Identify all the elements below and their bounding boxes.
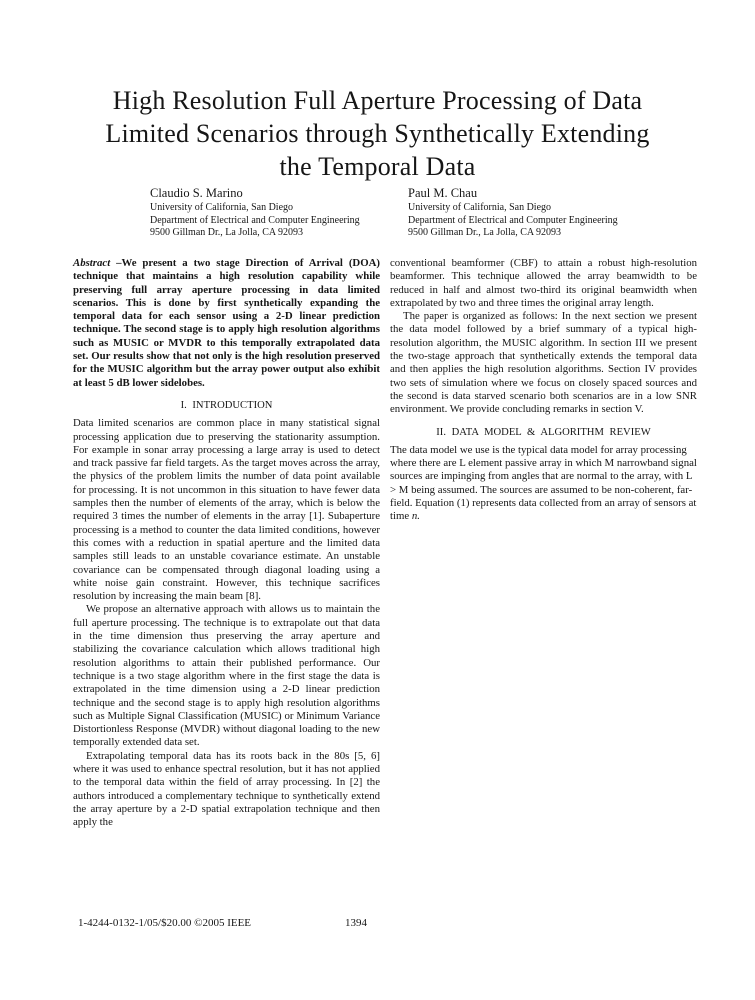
data-model-text: The data model we use is the typical data model for array processing where there are L element passive array in which M narrowband signal sources are impinging from angles that are normal to the array, with L > M being assumed. The sources are assumed to be non-coherent, far-field. Equation (1) represents data collected from an array of sensors at time: [390, 443, 697, 523]
footer-copyright: 1-4244-0132-1/05/$20.00 ©2005 IEEE: [78, 917, 252, 929]
organization-paragraph: The paper is organized as follows: In the next section we present the data model followed by a brief summary of a typical high-resolution algorithm, the MUSIC algorithm. In section III we present the two-stage approach that synthetically extends the temporal data and then applies the high resolution algorithms. Section IV provides two sets of simulation where we focus on closely spaced sources and the second is data starved scenario both scenarios are in a low SNR environment. We provide concluding remarks in section V.: [390, 310, 697, 416]
continuation-paragraph: conventional beamformer (CBF) to attain a robust high-resolution beamformer. This technique allowed the array beamwidth to be reduced in half and almost two-third its original beamwidth when extrapolated by two and three times the original array length.: [390, 257, 697, 309]
author-affiliation-line: 9500 Gillman Dr., La Jolla, CA 92093: [150, 227, 304, 239]
author-affiliation-line: University of California, San Diego: [150, 202, 294, 213]
title-line-3: the Temporal Data: [279, 152, 476, 181]
title-line-2: Limited Scenarios through Synthetically Extending: [105, 119, 650, 148]
intro-paragraph-1: Data limited scenarios are common place in many statistical signal processing application due to preserving the stationarity assumption. For example in sonar array processing a large array is used to detect and track passive far field targets. As the target moves across the array, the physics of the problem limits the number of data point available for processing. It is not uncommon in this situation to have fewer data samples then the number of elements of the array, which is below the required 3 times the number of elements in the array [1]. Subaperture processing is a method to counter the data limited conditions, however this comes with a reduction in spatial aperture and the limited data samples still leads to an unstable covariance estimate. An unstable covariance can be compensated through diagonal loading using a white noise gain constraint. However, this technique sacrifices resolution by increasing the main beam [8].: [73, 417, 380, 603]
left-column: [73, 257, 380, 829]
paper-title: [0, 84, 755, 183]
intro-paragraph-2: We propose an alternative approach with allows us to maintain the full aperture processing. The technique is to extrapolate out that data in the time dimension thus preserving the array aperture and stabilizing the covariance calculation which allows traditional high resolution algorithms to attain their published performance. Our technique is a two stage algorithm where in the first stage the data is extrapolated in the time dimension using a 2-D linear prediction technique and the second stage is to apply high resolution algorithms such as Multiple Signal Classification (MUSIC) or Minimum Variance Distortionless Response (MVDR) without diagonal loading to the new temporally extended data set.: [73, 603, 380, 749]
author-block-1: [150, 186, 395, 240]
author-affiliation-line: Department of Electrical and Computer Engineering: [408, 214, 618, 226]
body-columns: [73, 257, 697, 829]
abstract-label: Abstract: [73, 257, 111, 269]
footer-page-number: 1394: [345, 917, 367, 929]
author-block-2: [408, 186, 653, 240]
data-model-paragraph: [390, 444, 697, 524]
author-name: Claudio S. Marino: [150, 186, 243, 200]
right-column: [390, 257, 697, 829]
intro-paragraph-3: Extrapolating temporal data has its roots back in the 80s [5, 6] where it was used to enhance spectral resolution, but it has not applied to the temporal data within the field of array processing. In [2] the authors introduced a complementary technique to synthetically extend the array aperture by a 2-D spatial extrapolation technique and then apply the: [73, 749, 380, 829]
abstract-text: –We present a two stage Direction of Arrival (DOA) technique that maintains a high resolution capability while preserving full array aperture processing in data limited scenarios. This is done by first synthetically expanding the temporal data for each sensor using a 2-D linear prediction technique. The second stage is to apply high resolution algorithms such as MUSIC or MVDR to this temporally extrapolated data set. Our results show that not only is the high resolution preserved for the MUSIC algorithm but the array power output also exhibit at least 5 dB lower sidelobes.: [73, 257, 380, 389]
title-line-1: High Resolution Full Aperture Processing of Data: [112, 86, 643, 115]
time-index-variable: n.: [411, 510, 420, 523]
author-affiliation-line: 9500 Gillman Dr., La Jolla, CA 92093: [408, 227, 562, 239]
abstract-paragraph: [73, 257, 380, 390]
section-heading-data-model: II. DATA MODEL & ALGORITHM REVIEW: [436, 426, 651, 438]
author-name: Paul M. Chau: [408, 186, 478, 200]
author-affiliation-line: University of California, San Diego: [408, 202, 552, 213]
author-affiliation-line: Department of Electrical and Computer Engineering: [150, 214, 360, 226]
section-heading-introduction: I. INTRODUCTION: [180, 399, 273, 411]
